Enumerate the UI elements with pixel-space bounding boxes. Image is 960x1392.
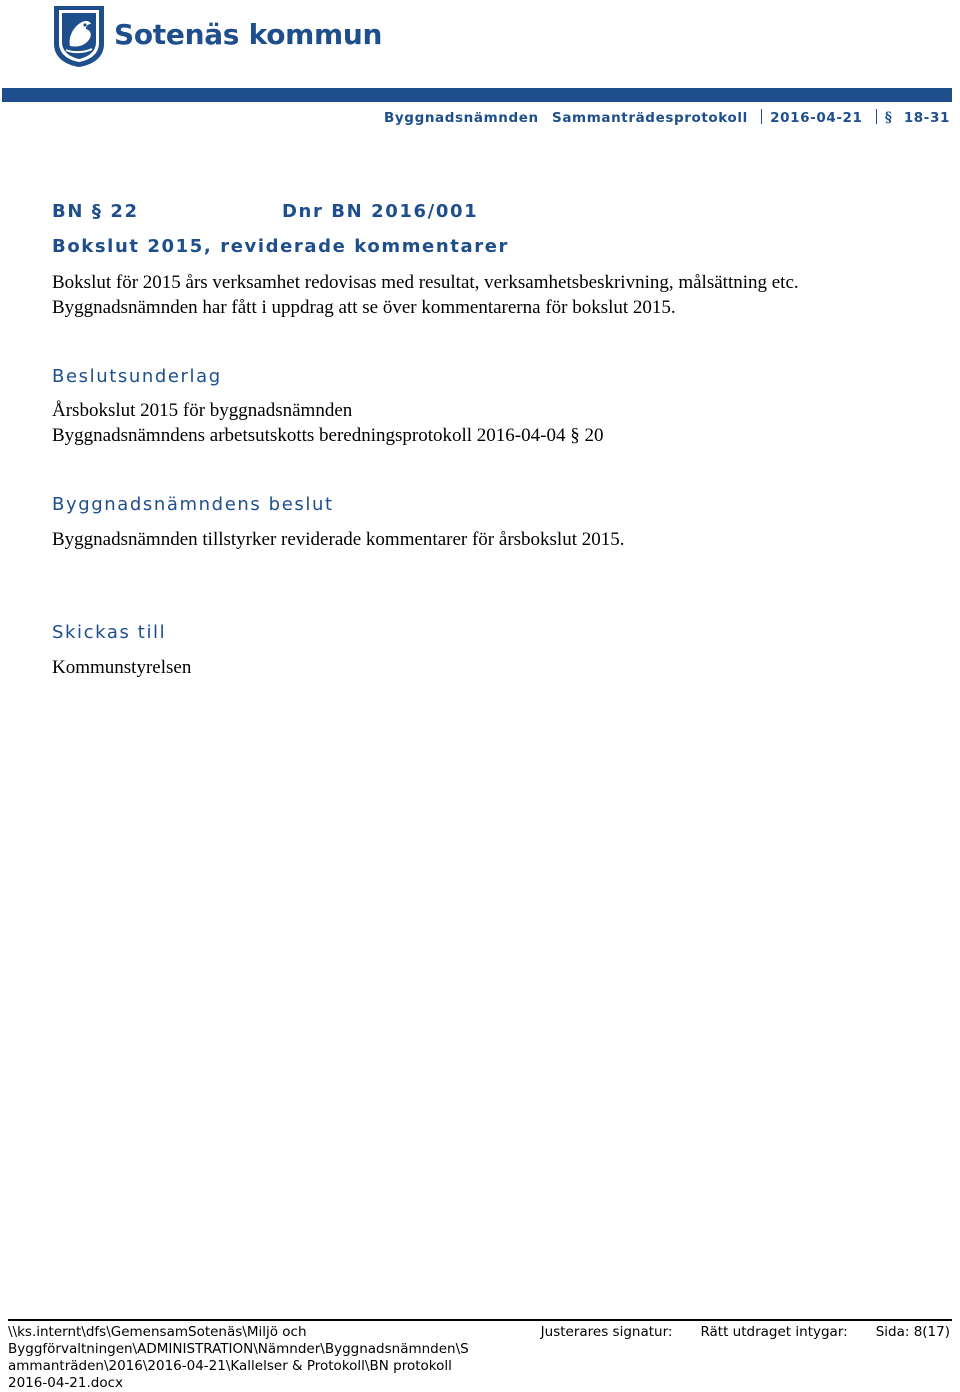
- footer-rule: [8, 1319, 952, 1321]
- skickas-heading: Skickas till: [52, 622, 167, 643]
- header-date: 2016-04-21: [770, 110, 863, 126]
- beslut-text: Byggnadsnämnden tillstyrker reviderade kommentarer för årsbokslut 2015.: [52, 529, 625, 550]
- header-rule: [2, 88, 952, 102]
- signature-label: Justerares signatur:: [540, 1324, 673, 1340]
- extract-label: Rätt utdraget intygar:: [700, 1324, 848, 1340]
- footer-path-line: 2016-04-21.docx: [8, 1375, 123, 1391]
- beslut-heading: Byggnadsnämndens beslut: [52, 494, 334, 515]
- logo: [52, 4, 382, 68]
- footer-meta: [541, 1324, 950, 1341]
- beslutsunderlag-heading: Beslutsunderlag: [52, 366, 222, 387]
- item-dnr: Dnr BN 2016/001: [282, 201, 479, 222]
- beslutsunderlag-item: Byggnadsnämndens arbetsutskotts beredningsprotokoll 2016-04-04 § 20: [52, 425, 604, 446]
- intro-line: Bokslut för 2015 års verksamhet redovisas med resultat, verksamhetsbeskrivning, målsättning etc.: [52, 272, 799, 293]
- item-intro: [52, 270, 932, 320]
- item-title: Bokslut 2015, reviderade kommentarer: [52, 236, 509, 257]
- header-separator: [876, 109, 877, 124]
- skickas-recipient: Kommunstyrelsen: [52, 657, 192, 678]
- municipal-shield-icon: [52, 4, 106, 68]
- beslutsunderlag-list: [52, 398, 932, 448]
- item-number-row: [52, 201, 479, 222]
- header-separator: [761, 109, 762, 124]
- running-header: [384, 109, 950, 126]
- page-label: Sida: 8(17): [875, 1324, 950, 1340]
- header-doc-type: Sammanträdesprotokoll: [552, 110, 748, 126]
- footer-file-path: [8, 1324, 508, 1392]
- item-number: BN § 22: [52, 201, 139, 222]
- intro-line: Byggnadsnämnden har fått i uppdrag att se över kommentarerna för bokslut 2015.: [52, 297, 676, 318]
- header-section-mark: §: [884, 110, 893, 126]
- header-body: Byggnadsnämnden: [384, 110, 539, 126]
- header-pages: 18-31: [903, 110, 950, 126]
- logo-wordmark: Sotenäs kommun: [114, 17, 383, 51]
- footer-path-line: ammanträden\2016\2016-04-21\Kallelser & Protokoll\BN protokoll: [8, 1358, 452, 1374]
- footer-path-line: \\ks.internt\dfs\GemensamSotenäs\Miljö och: [8, 1324, 307, 1340]
- beslutsunderlag-item: Årsbokslut 2015 för byggnadsnämnden: [52, 400, 353, 421]
- footer-path-line: Byggförvaltningen\ADMINISTRATION\Nämnder\Byggnadsnämnden\S: [8, 1341, 469, 1357]
